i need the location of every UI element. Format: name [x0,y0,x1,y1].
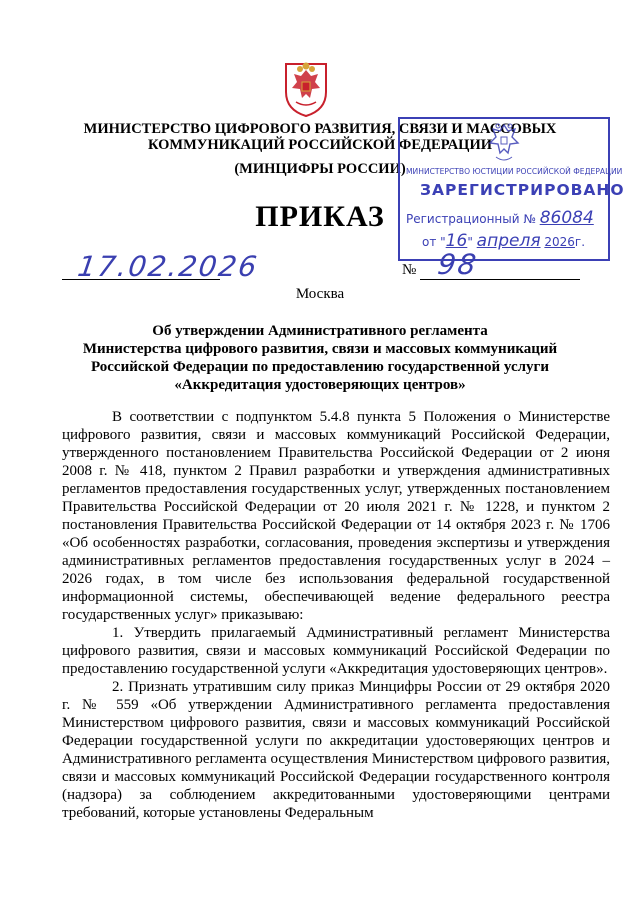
ministry-name-line1: МИНИСТЕРСТВО ЦИФРОВОГО РАЗВИТИЯ, СВЯЗИ И МАССОВЫХ [83,121,557,137]
number-sign: № [402,262,417,278]
stamp-registration-label: Регистрационный № [406,212,536,226]
order-title [40,322,600,394]
stamp-status: ЗАРЕГИСТРИРОВАНО [420,181,625,199]
stamp-date-suffix: г. [574,235,586,249]
order-title-line2: Министерства цифрового развития, связи и массовых коммуникаций [82,341,558,357]
stamp-registration-number: 86084 [539,208,594,228]
order-title-line1: Об утверждении Административного регламента [152,323,488,339]
paragraph-preamble: В соответствии с подпунктом 5.4.8 пункта 5 Положения о Министерстве цифрового развития, связи и массовых коммуникаций Российской Федерации, утвержденного постановлением Правительства Российской Федерации от 2 июня 2008 г. № 418, пунктом 2 Правил разработки и утверждения административных регламентов предоставления государственных услуг, утвержденных постановлением Правительства Российской Федерации от 20 июля 2021 г. № 1228, и пунктом 2 постановления Правительства Российской Федерации от 14 октября 2023 г. № 1706 «Об особенностях разработки, согласования, проведения экспертизы и утверждения административных регламентов предоставления государственных услуг в 2024 – 2026 годах, в том числе без использования федеральной государственной информационной системы, обеспечивающей ведение федерального реестра государственных услуг» приказываю: [62,409,610,623]
order-title-line4: «Аккредитация удостоверяющих центров» [174,377,466,393]
paragraph-item-2: 2. Признать утратившим силу приказ Минцифры России от 29 октября 2020 г. № 559 «Об утверждении Административного регламента предоставления Министерством цифрового развития, связи и массовых коммуникаций Российской Федерации государственной услуги по аккредитации удостоверяющих центров и Административного регламента осуществления Министерством цифрового развития, связи и массовых коммуникаций Российской Федерации государственного контроля (надзора) за соблюдением аккредитованными удостоверяющими центрами требований, которые установлены Федеральным [62,679,610,821]
stamp-date-month: апреля [476,231,541,251]
number-underline [420,279,580,280]
coat-of-arms-emblem [282,58,330,118]
stamp-date-prefix: от " [422,235,446,249]
stamp-date-quote: " [467,235,473,249]
order-number: 98 [435,248,480,281]
stamp-date-year: 2026 [544,235,575,249]
stamp-organization: МИНИСТЕРСТВО ЮСТИЦИИ РОССИЙСКОЙ ФЕДЕРАЦИИ [406,167,623,176]
ministry-name-line2: КОММУНИКАЦИЙ РОССИЙСКОЙ ФЕДЕРАЦИИ [147,137,493,153]
city: Москва [295,286,345,302]
order-title-line3: Российской Федерации по предоставлению государственной услуги [90,359,549,375]
stamp-eagle-icon [484,121,524,165]
stamp-date-day: 16 [445,231,468,251]
document-type-heading: ПРИКАЗ [255,200,385,233]
order-date: 17.02.2026 [75,250,261,283]
date-underline [62,279,220,280]
paragraph-item-1: 1. Утвердить прилагаемый Административный регламент Министерства цифрового развития, связи и массовых коммуникаций Российской Федерации по предоставлению государственной услуги «Аккредитация удостоверяющих центров». [62,625,610,677]
registration-stamp [398,117,625,261]
order-body [62,408,610,822]
stamp-registration-row [406,208,594,228]
ministry-short-name: (МИНЦИФРЫ РОССИИ) [234,161,406,177]
